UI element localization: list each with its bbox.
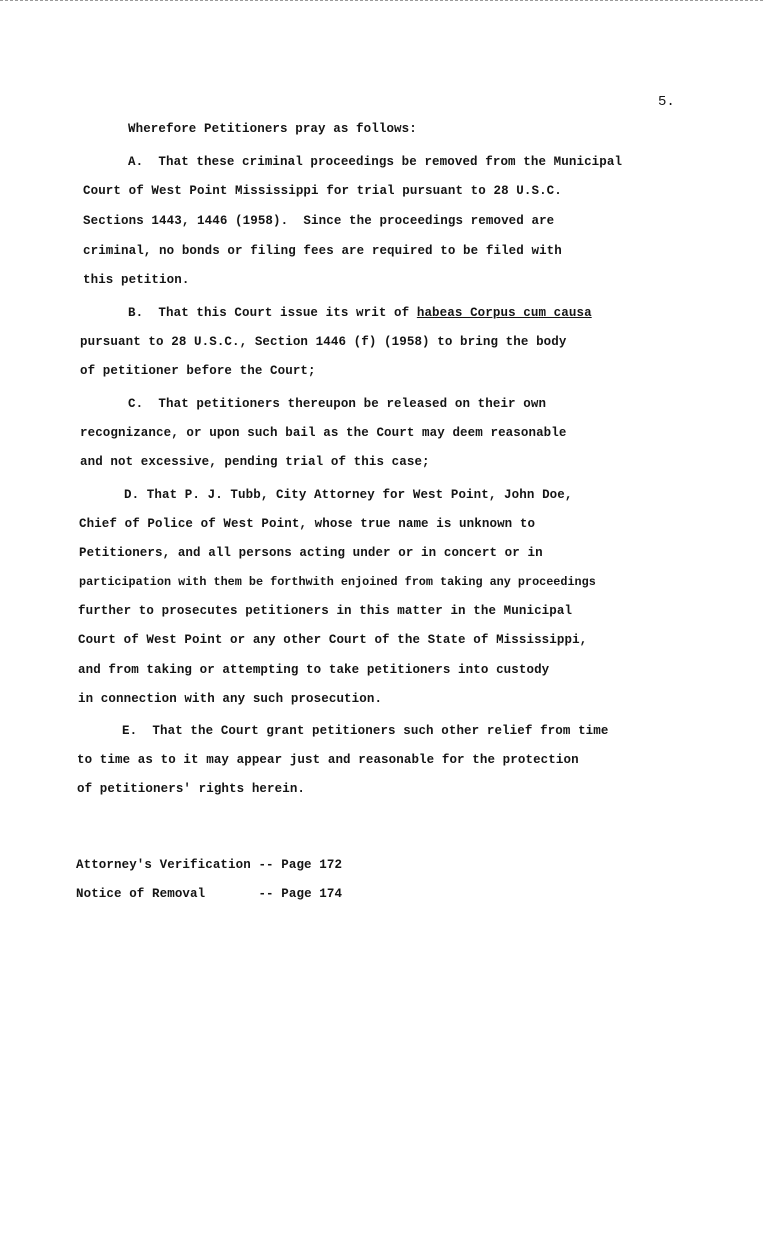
paragraph-d-line: and from taking or attempting to take petitioners into custody — [78, 663, 550, 677]
habeas-corpus-phrase: habeas Corpus cum causa — [416, 306, 592, 320]
paragraph-a-line: criminal, no bonds or filing fees are required to be filed with — [83, 244, 562, 258]
reference-separator: -- — [258, 887, 274, 901]
reference-separator: -- — [258, 858, 274, 872]
paragraph-e-line: of petitioners' rights herein. — [77, 782, 306, 796]
paragraph-d-line: further to prosecutes petitioners in this matter in the Municipal — [78, 604, 573, 618]
paragraph-b-line: of petitioner before the Court; — [80, 364, 316, 378]
reference-label: Notice of Removal — [76, 887, 206, 901]
reference-page: Page 172 — [281, 858, 343, 872]
page-number: 5. — [658, 94, 675, 110]
paragraph-a-line: Court of West Point Mississippi for trial pursuant to 28 U.S.C. — [83, 184, 562, 198]
paragraph-e-line: to time as to it may appear just and reasonable for the protection — [77, 753, 579, 767]
paragraph-b-prefix: B. That this Court issue its writ of — [128, 306, 417, 320]
paragraph-b-line — [128, 305, 592, 321]
paragraph-a-line: this petition. — [83, 273, 190, 287]
paragraph-d-line: in connection with any such prosecution. — [78, 692, 383, 706]
paragraph-c-line: and not excessive, pending trial of this case; — [80, 455, 430, 469]
paragraph-a-line: Sections 1443, 1446 (1958). Since the proceedings removed are — [83, 214, 555, 228]
reference-attorneys-verification — [76, 857, 342, 873]
reference-notice-of-removal — [76, 886, 342, 902]
reference-label: Attorney's Verification — [76, 858, 251, 872]
paragraph-c-line: recognizance, or upon such bail as the Court may deem reasonable — [80, 426, 567, 440]
paragraph-d-line: Petitioners, and all persons acting under or in concert or in — [79, 546, 543, 560]
paragraph-b-line: pursuant to 28 U.S.C., Section 1446 (f) (1958) to bring the body — [80, 335, 567, 349]
paragraph-d-line: participation with them be forthwith enjoined from taking any proceedings — [79, 575, 596, 589]
paragraph-d-line: D. That P. J. Tubb, City Attorney for West Point, John Doe, — [124, 488, 573, 502]
paragraph-a-line: A. That these criminal proceedings be removed from the Municipal — [128, 155, 623, 169]
paragraph-e-line: E. That the Court grant petitioners such other relief from time — [122, 724, 609, 738]
paragraph-c-line: C. That petitioners thereupon be released on their own — [128, 397, 547, 411]
page-top-edge — [0, 0, 763, 7]
reference-page: Page 174 — [281, 887, 343, 901]
prayer-intro: Wherefore Petitioners pray as follows: — [128, 122, 417, 136]
paragraph-d-line: Court of West Point or any other Court of the State of Mississippi, — [78, 633, 588, 647]
paragraph-d-line: Chief of Police of West Point, whose true name is unknown to — [79, 517, 536, 531]
